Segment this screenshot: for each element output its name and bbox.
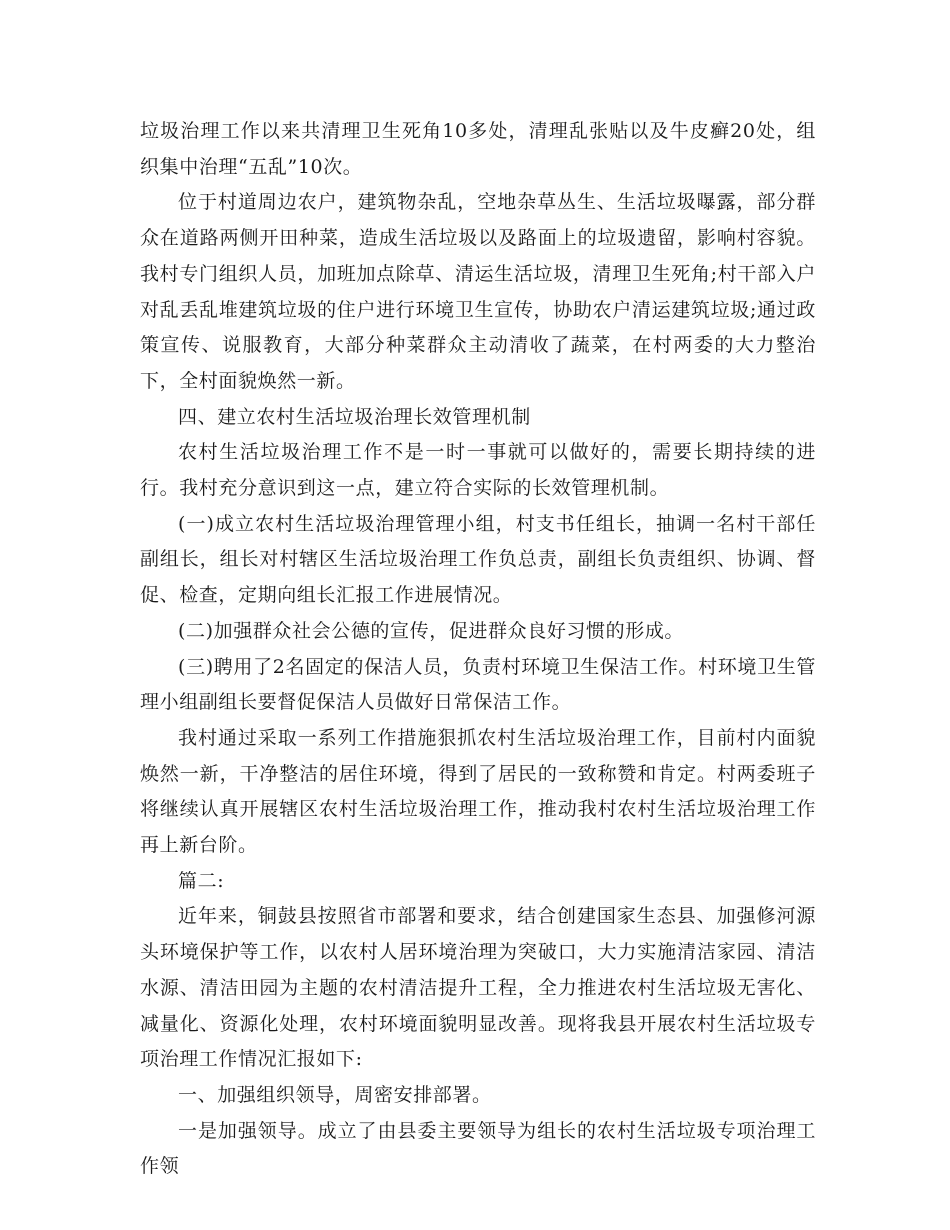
paragraph: 近年来，铜鼓县按照省市部署和要求，结合创建国家生态县、加强修河源头环境保护等工作，以农村人居环境治理为突破口，大力实施清洁家园、清洁水源、清洁田园为主题的农村清洁提升工程，全力推进农村生活垃圾无害化、减量化、资源化处理，农村环境面貌明显改善。现将我县开展农村生活垃圾专项治理工作情况汇报如下: [140,905,816,1071]
paragraph: (一)成立农村生活垃圾治理管理小组，村支书任组长，抽调一名村干部任副组长，组长对村辖区生活垃圾治理工作负总责，副组长负责组织、协调、督促、检查，定期向组长汇报工作进展情况。 [140,512,816,607]
paragraph: (三)聘用了2名固定的保洁人员，负责村环境卫生保洁工作。村环境卫生管理小组副组长要督促保洁人员做好日常保洁工作。 [140,655,816,714]
paragraph: 农村生活垃圾治理工作不是一时一事就可以做好的，需要长期持续的进行。我村充分意识到这一点，建立符合实际的长效管理机制。 [140,441,816,500]
paragraph: 位于村道周边农户，建筑物杂乱，空地杂草丛生、生活垃圾曝露，部分群众在道路两侧开田种菜，造成生活垃圾以及路面上的垃圾遗留，影响村容貌。我村专门组织人员，加班加点除草、清运生活垃圾，清理卫生死角;村干部入户对乱丢乱堆建筑垃圾的住户进行环境卫生宣传，协助农户清运建筑垃圾;通过政策宣传、说服教育，大部分种菜群众主动清收了蔬菜，在村两委的大力整治下，全村面貌焕然一新。 [140,191,816,392]
paragraph-continuation: 垃圾治理工作以来共清理卫生死角10多处，清理乱张贴以及牛皮癣20处，组织集中治理“五乱”10次。 [140,120,816,178]
paragraph: 一是加强领导。成立了由县委主要领导为组长的农村生活垃圾专项治理工作领 [140,1119,816,1178]
paragraph: 我村通过采取一系列工作措施狠抓农村生活垃圾治理工作，目前村内面貌焕然一新，干净整洁的居住环境，得到了居民的一致称赞和肯定。村两委班子将继续认真开展辖区农村生活垃圾治理工作，推动我村农村生活垃圾治理工作再上新台阶。 [140,726,816,857]
document-body [140,114,816,1185]
paragraph: (二)加强群众社会公德的宣传，促进群众良好习惯的形成。 [178,619,685,642]
section-heading: 四、建立农村生活垃圾治理长效管理机制 [178,405,531,428]
part-heading: 篇二: [178,869,225,892]
section-heading: 一、加强组织领导，周密安排部署。 [178,1083,492,1106]
